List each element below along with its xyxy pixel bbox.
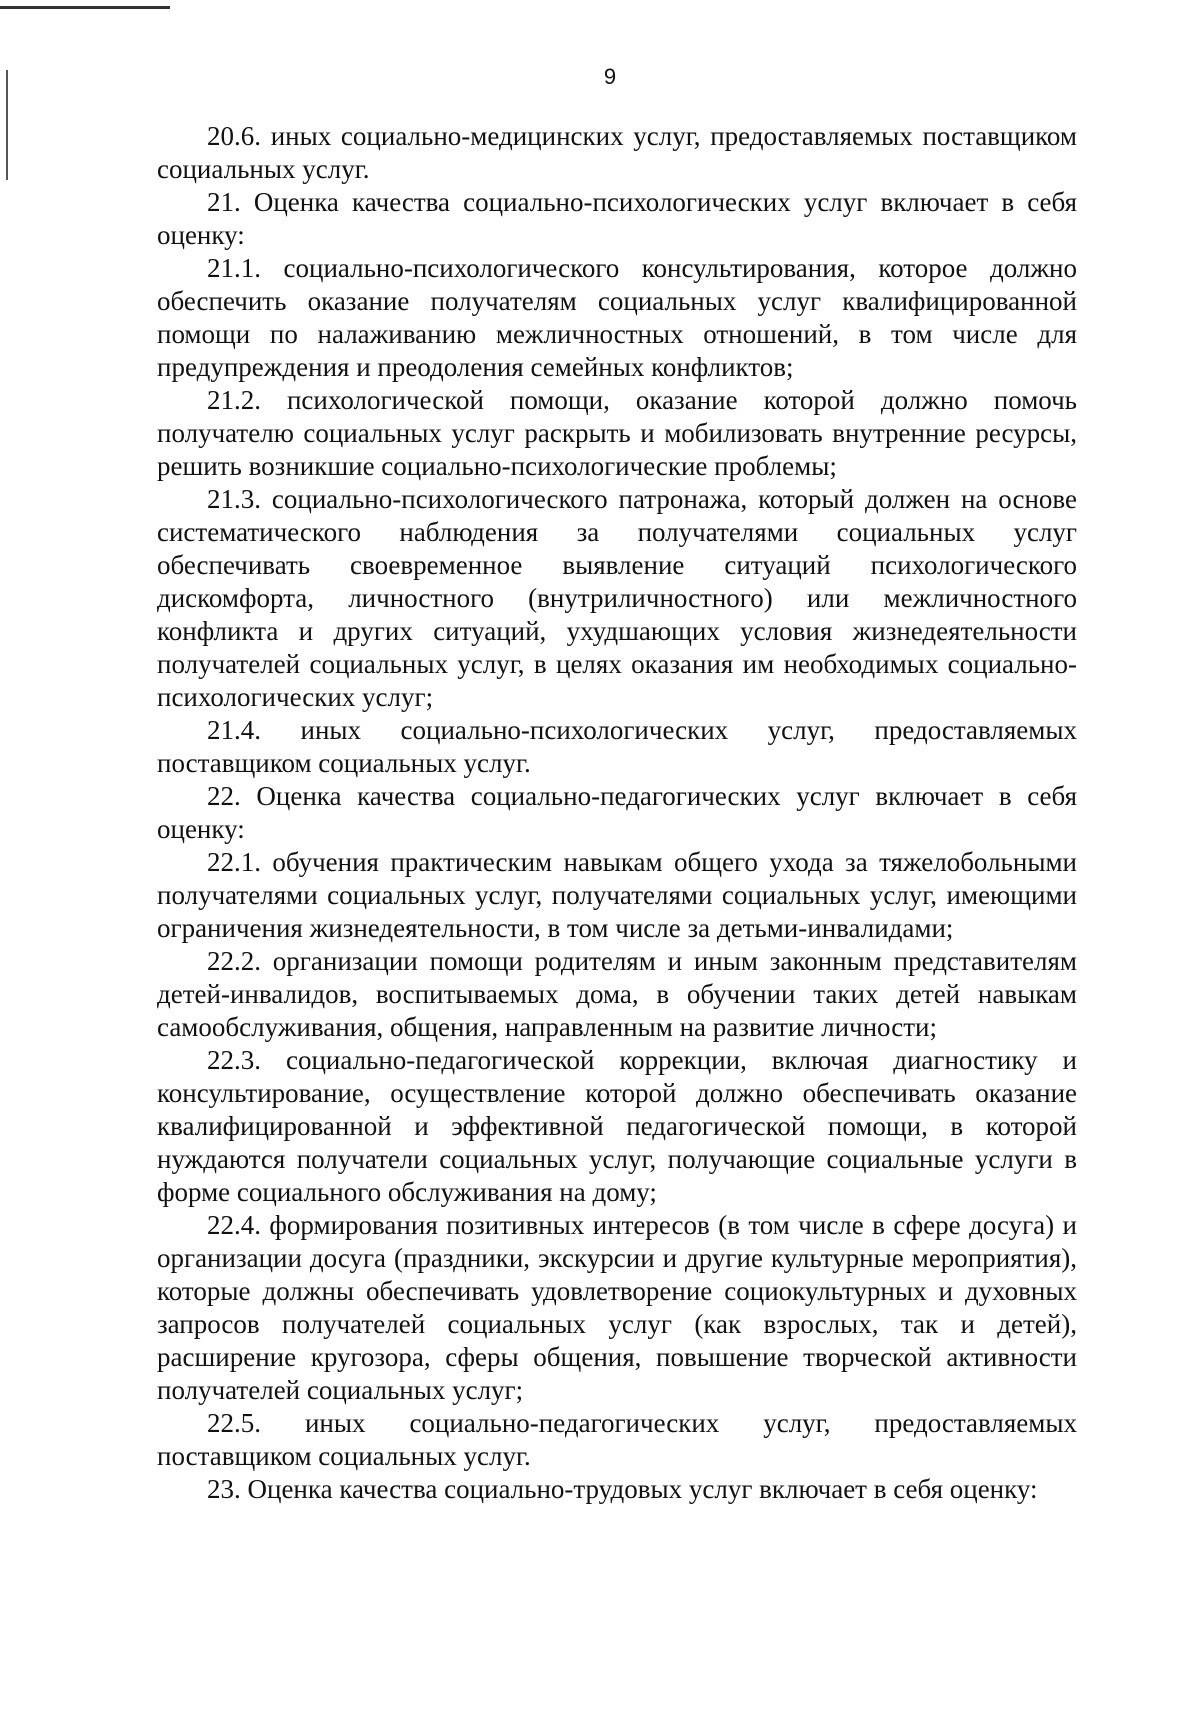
paragraph-22-1: 22.1. обучения практическим навыкам общего ухода за тяжелобольными получателями социальных услуг, получателями социальных услуг, имеющими ограничения жизнедеятельности, в том числе за детьми-инвалидами;: [157, 847, 1077, 943]
paragraph-22-2: 22.2. организации помощи родителям и иным законным представителям детей-инвалидов, воспитываемых дома, в обучении таких детей навыкам самообслуживания, общения, направленным на развитие личности;: [157, 946, 1077, 1042]
paragraph-21: 21. Оценка качества социально-психологических услуг включает в себя оценку:: [157, 187, 1077, 250]
paragraph-21-2: 21.2. психологической помощи, оказание которой должно помочь получателю социальных услуг раскрыть и мобилизовать внутренние ресурсы, решить возникшие социально-психологические проблемы;: [157, 385, 1077, 481]
paragraph-21-4: 21.4. иных социально-психологических услуг, предоставляемых поставщиком социальных услуг.: [157, 715, 1077, 778]
scan-artifact-top-line: [0, 6, 170, 9]
paragraph-21-3: 21.3. социально-психологического патронажа, который должен на основе систематического наблюдения за получателями социальных услуг обеспечивать своевременное выявление ситуаций психологического дискомфорта, личностного (внутриличностного) или межличностного конфликта и других ситуаций, ухудшающих условия жизнедеятельности получателей социальных услуг, в целях оказания им необходимых социально-психологических услуг;: [157, 484, 1077, 712]
document-body: [157, 120, 1077, 1506]
paragraph-20-6: 20.6. иных социально-медицинских услуг, предоставляемых поставщиком социальных услуг.: [157, 121, 1077, 184]
page-number: 9: [603, 64, 617, 89]
paragraph-22: 22. Оценка качества социально-педагогических услуг включает в себя оценку:: [157, 781, 1077, 844]
paragraph-22-3: 22.3. социально-педагогической коррекции, включая диагностику и консультирование, осуществление которой должно обеспечивать оказание квалифицированной и эффективной педагогической помощи, в которой нуждаются получатели социальных услуг, получающие социальные услуги в форме социального обслуживания на дому;: [157, 1045, 1077, 1207]
paragraph-22-5: 22.5. иных социально-педагогических услуг, предоставляемых поставщиком социальных услуг.: [157, 1408, 1077, 1471]
paragraph-21-1: 21.1. социально-психологического консультирования, которое должно обеспечить оказание получателям социальных услуг квалифицированной помощи по налаживанию межличностных отношений, в том числе для предупреждения и преодоления семейных конфликтов;: [157, 253, 1077, 382]
paragraph-23: 23. Оценка качества социально-трудовых услуг включает в себя оценку:: [207, 1474, 1038, 1504]
paragraph-22-4: 22.4. формирования позитивных интересов (в том числе в сфере досуга) и организации досуга (праздники, экскурсии и другие культурные мероприятия), которые должны обеспечивать удовлетворение социокультурных и духовных запросов получателей социальных услуг (как взрослых, так и детей), расширение кругозора, сферы общения, повышение творческой активности получателей социальных услуг;: [157, 1210, 1077, 1405]
